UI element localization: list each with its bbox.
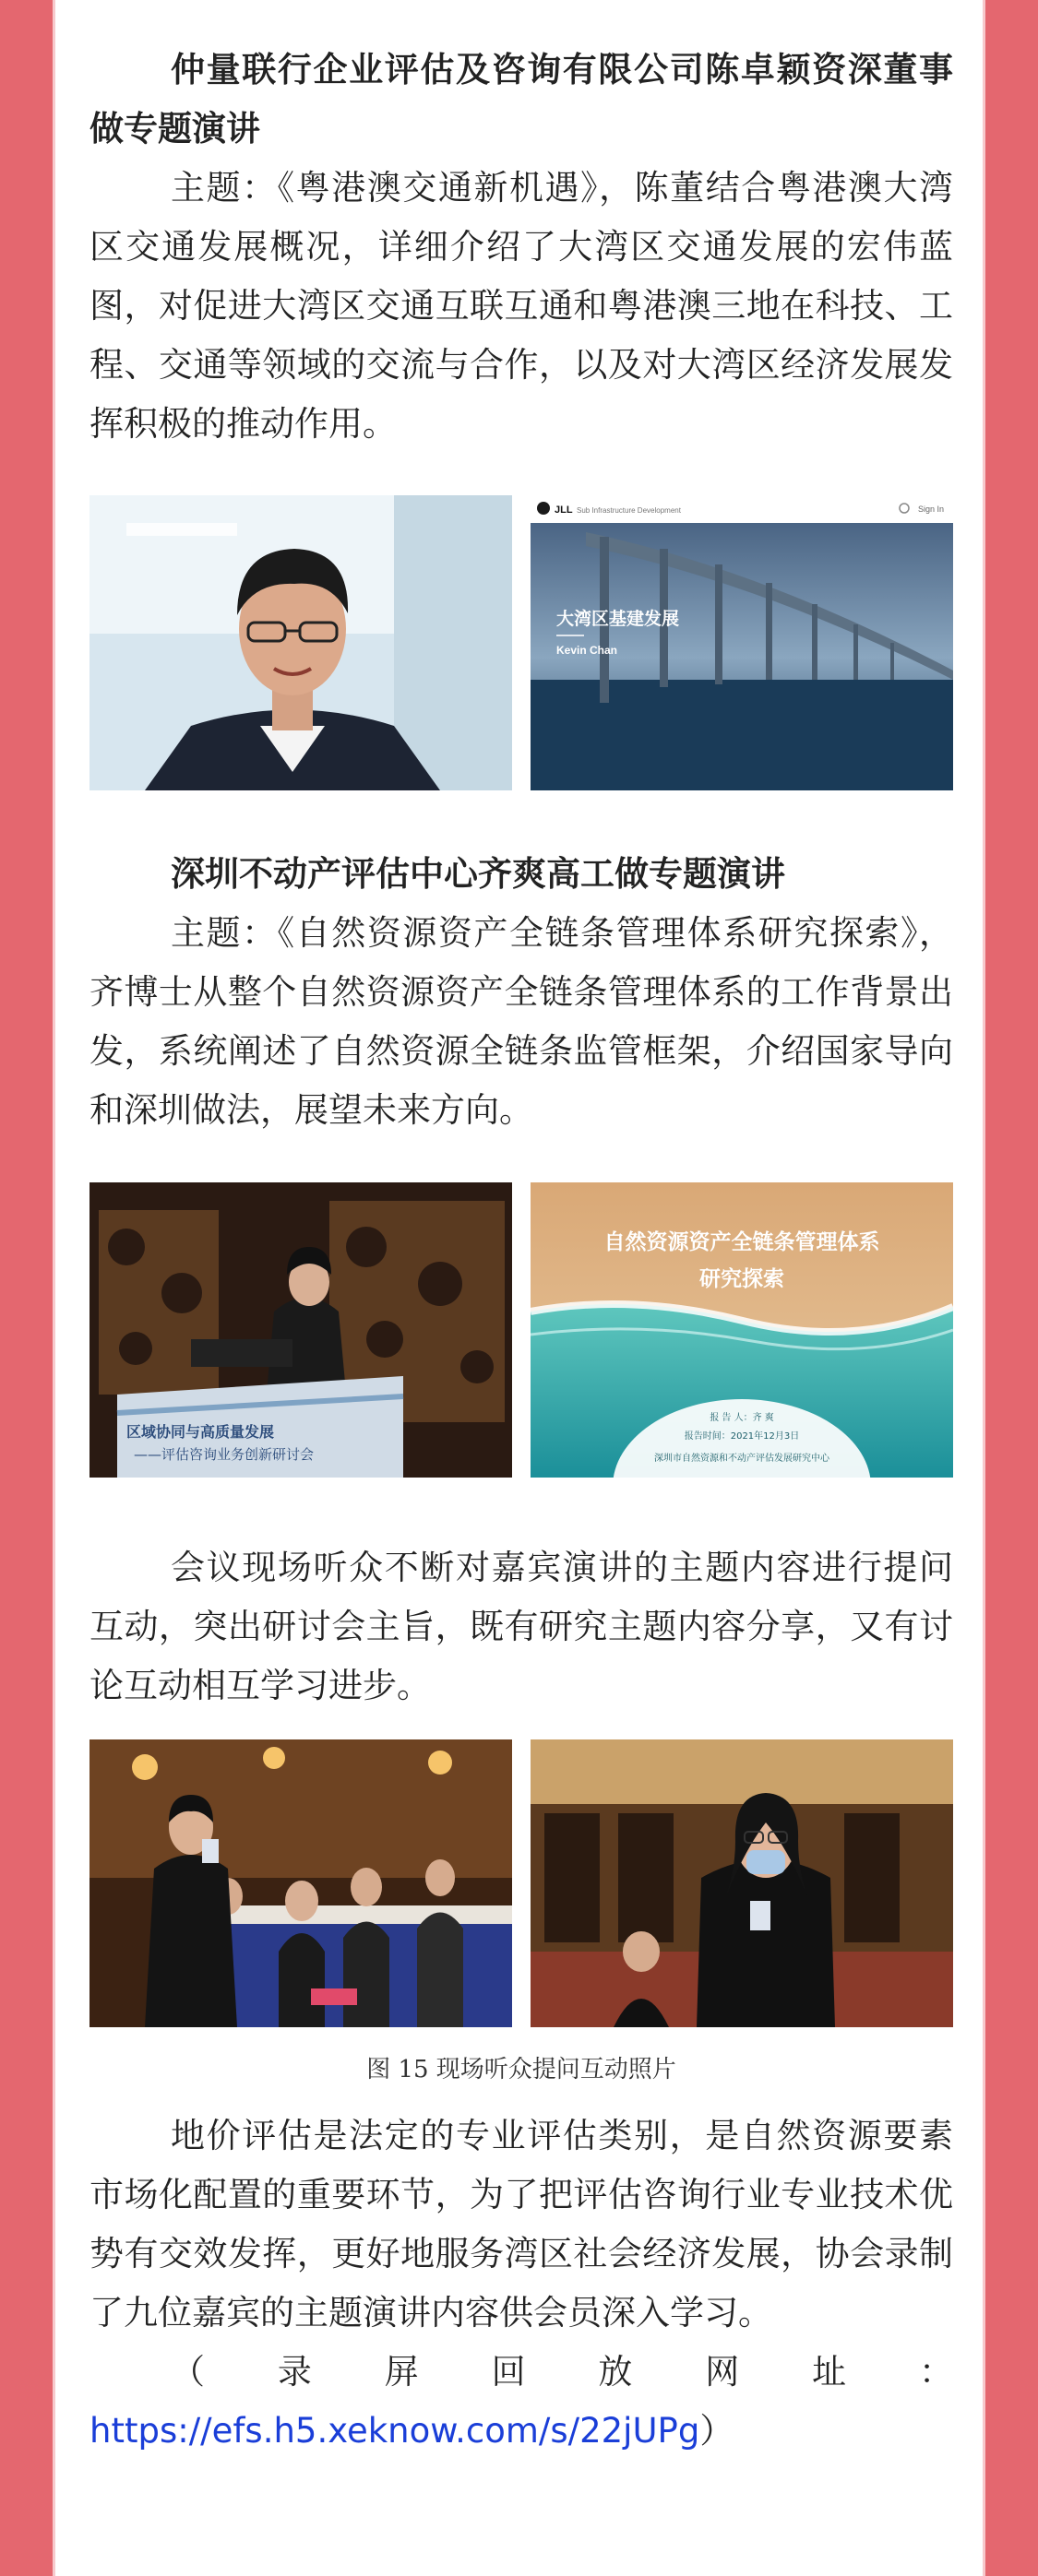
frame-edge-right [983, 0, 985, 2576]
closing-section [89, 2107, 953, 2461]
replay-prefix: （录屏回放网址： [171, 2352, 953, 2392]
article-page [55, 0, 983, 2576]
audience-section [89, 1538, 953, 1715]
closing-paragraph: 地价评估是法定的专业评估类别，是自然资源要素市场化配置的重要环节，为了把评估咨询行业专业技术优势有交效发挥，更好地服务湾区社会经济发展，协会录制了九位嘉宾的主题演讲内容供会员深入学习。 [89, 2116, 953, 2333]
audience-paragraph: 会议现场听众不断对嘉宾演讲的主题内容进行提问互动，突出研讨会主旨，既有研究主题内容分享，又有讨论互动相互学习进步。 [89, 1548, 953, 1705]
audience-question-photo-2 [531, 1739, 953, 2027]
replay-suffix: ） [699, 2411, 734, 2451]
slide2-reporter: 报 告 人：齐 爽 [710, 1413, 774, 1423]
podium-line2: ——评估咨询业务创新研讨会 [134, 1446, 315, 1463]
slide-presenter: Kevin Chan [556, 644, 618, 657]
replay-link[interactable]: https://efs.h5.xeknow.com/s/22jUPg [89, 2411, 700, 2451]
section-heading: 仲量联行企业评估及咨询有限公司陈卓颖资深董事做专题演讲 [89, 50, 953, 148]
speaker-video-photo [89, 495, 512, 790]
podium-line1: 区域协同与高质量发展 [126, 1423, 275, 1441]
slide-brand: JLL [555, 505, 573, 516]
jll-slide-image [531, 495, 953, 790]
section-body: 主题：《自然资源资产全链条管理体系研究探索》，齐博士从整个自然资源资产全链条管理体系的工作背景出发，系统阐述了自然资源全链条监管框架，介绍国家导向和深圳做法，展望未来方向。 [89, 913, 953, 1130]
section-qi [89, 845, 953, 1140]
podium-speaker-photo [89, 1182, 512, 1478]
slide-nav-text: Sub Infrastructure Development [577, 506, 681, 515]
replay-line [89, 2343, 953, 2461]
section-body: 主题：《粤港澳交通新机遇》，陈董结合粤港澳大湾区交通发展概况，详细介绍了大湾区交通发展的宏伟蓝图，对促进大湾区交通互联互通和粤港澳三地在科技、工程、交通等领域的交流与合作，以及对大湾区经济发展发挥积极的推动作用。 [89, 168, 953, 444]
slide2-title-line1: 自然资源资产全链条管理体系 [603, 1230, 880, 1254]
figure-caption: 图 15 现场听众提问互动照片 [366, 2056, 676, 2083]
nature-resource-slide-image [531, 1182, 953, 1478]
slide-signin[interactable]: Sign In [918, 505, 945, 514]
slide2-date: 报告时间：2021年12月3日 [684, 1431, 800, 1442]
photo-row-chen [89, 495, 953, 790]
audience-question-photo-1 [89, 1739, 512, 2027]
slide2-org: 深圳市自然资源和不动产评估发展研究中心 [654, 1454, 829, 1464]
slide-title: 大湾区基建发展 [556, 609, 680, 629]
photo-row-audience [89, 1739, 953, 2027]
section-heading: 深圳不动产评估中心齐爽高工做专题演讲 [171, 854, 785, 894]
section-chen [89, 41, 953, 454]
slide2-title-line2: 研究探索 [699, 1267, 784, 1291]
photo-row-qi [89, 1182, 953, 1478]
